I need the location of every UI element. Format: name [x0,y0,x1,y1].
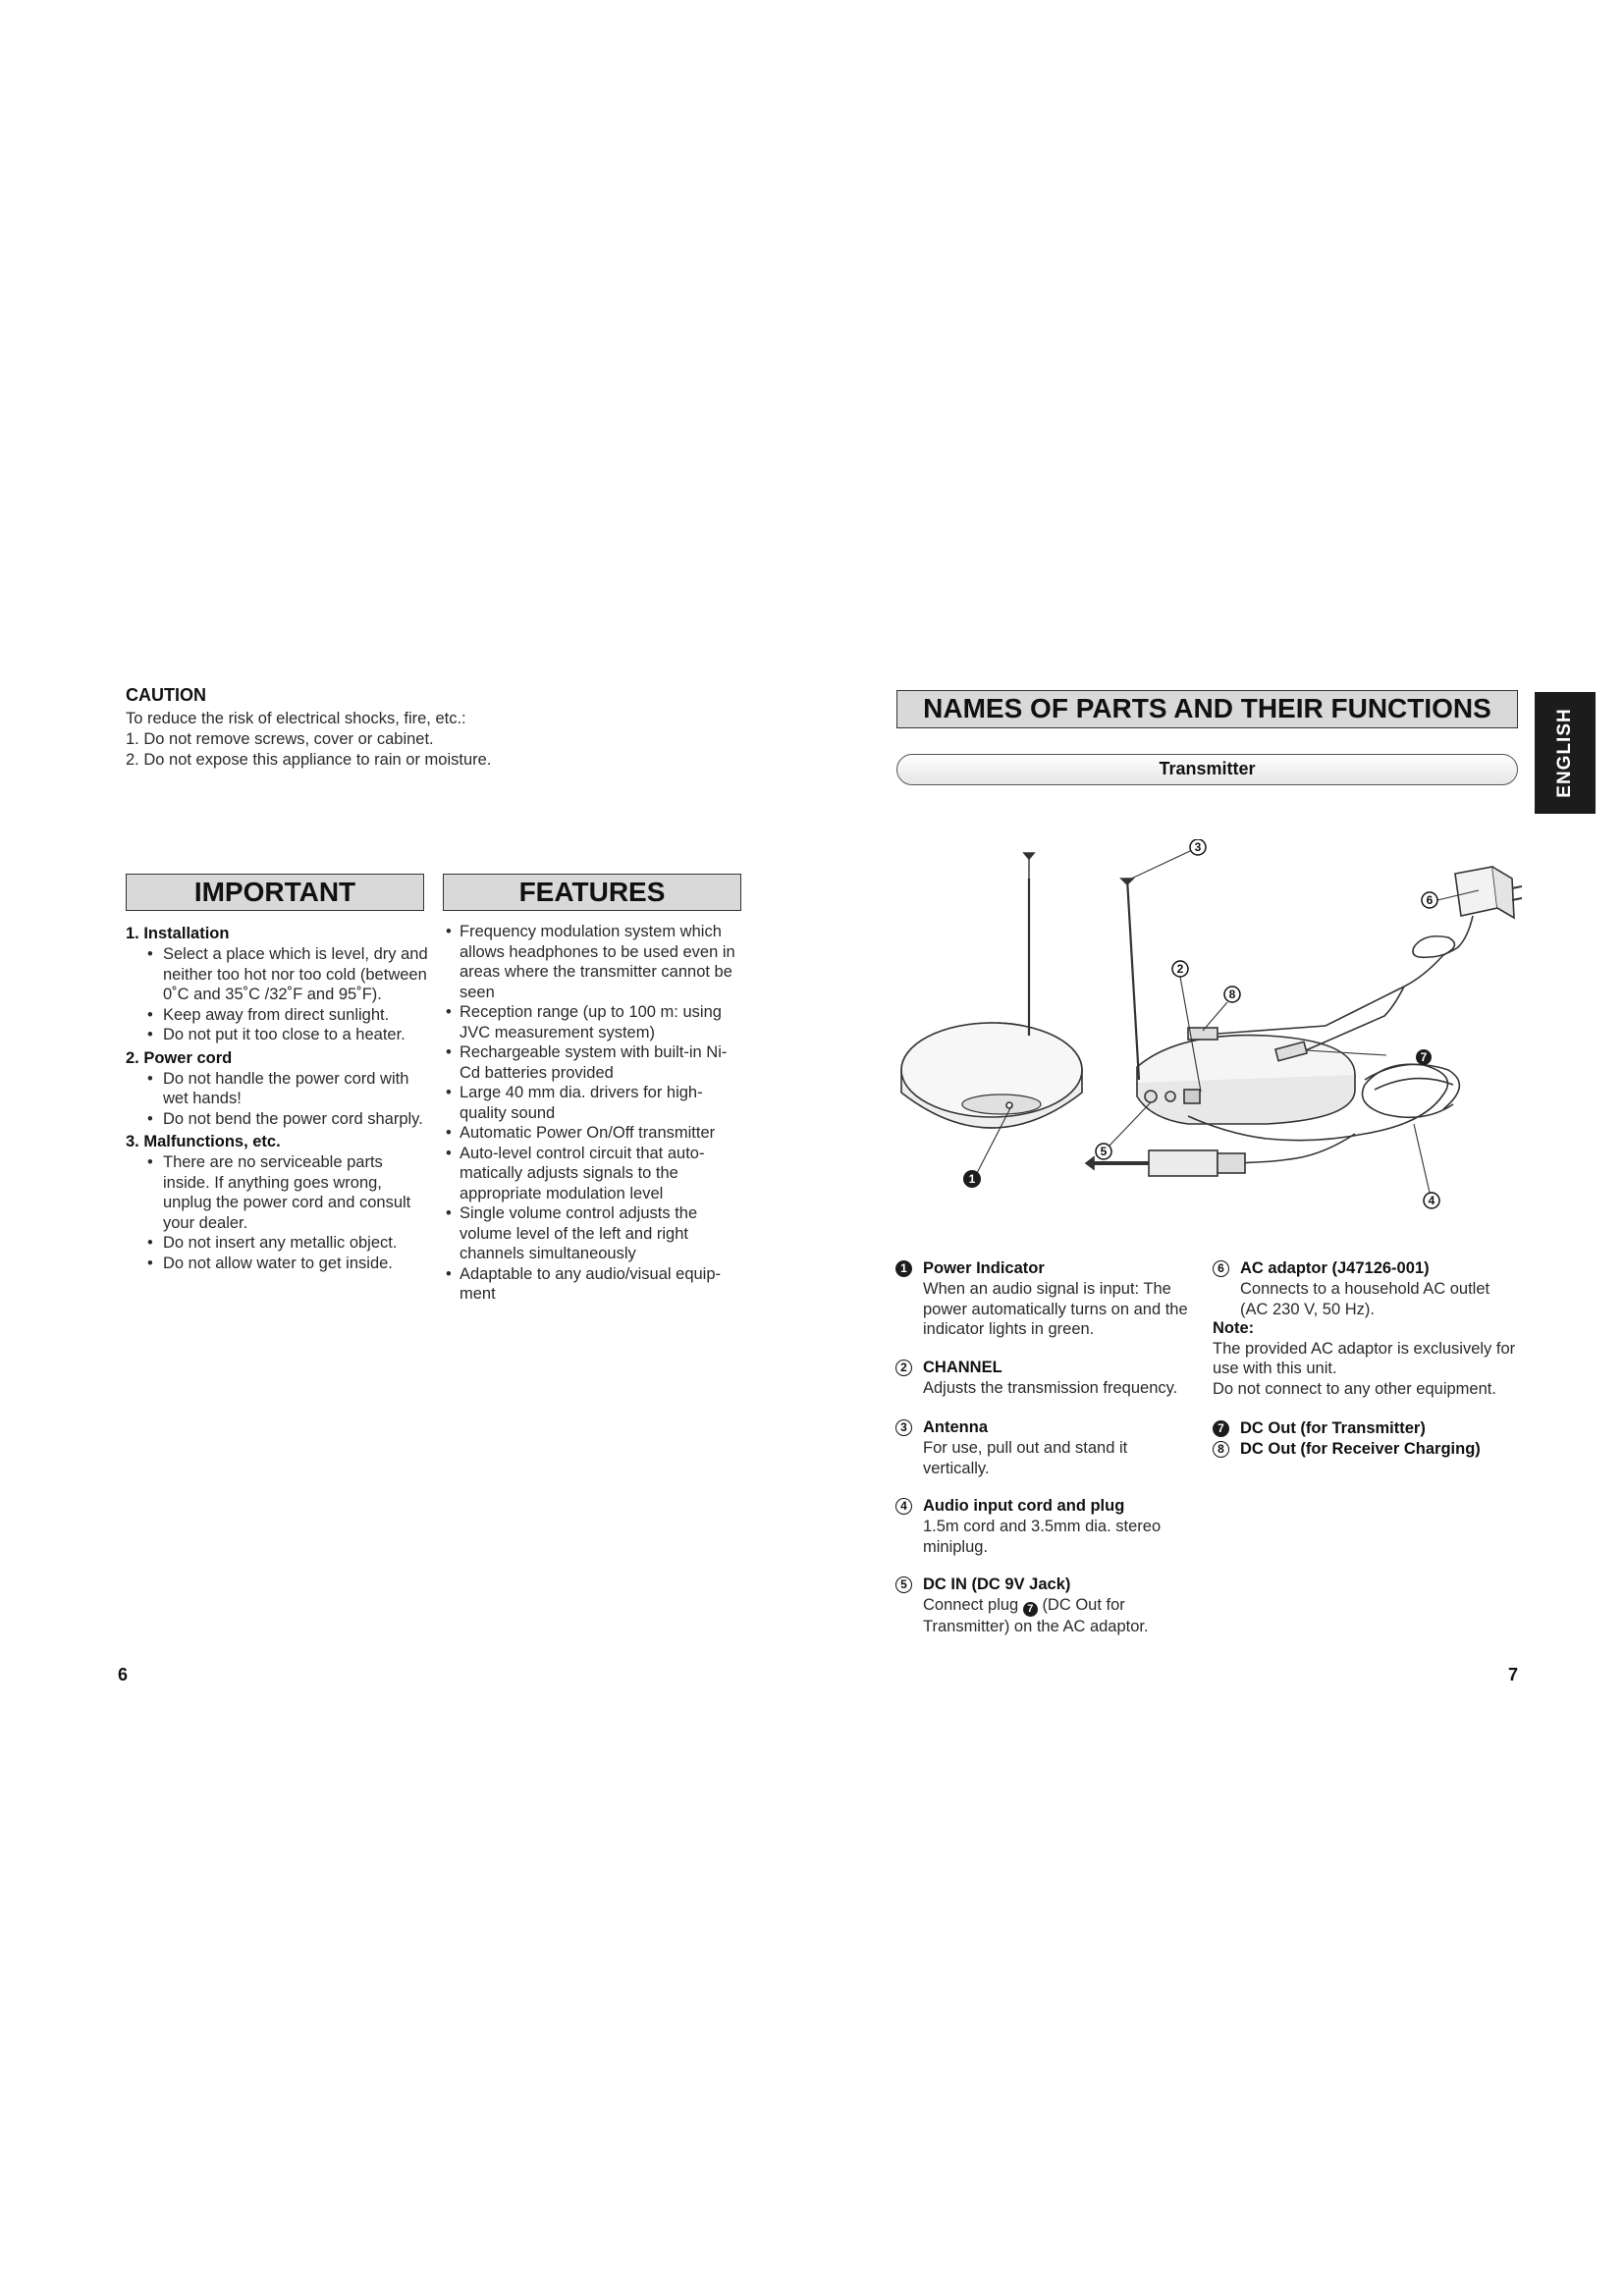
features-list [444,922,743,1305]
list-item: • Keep away from direct sunlight. [126,1005,430,1026]
receiver-disc-illustration [901,853,1082,1128]
list-item: • Do not put it too close to a heater. [126,1025,430,1045]
important-title: IMPORTANT [126,874,424,911]
part-description-text: Connect plug [923,1596,1019,1614]
important-section [126,1132,430,1273]
list-item: • Auto-level control circuit that auto-matically adjusts signals to the appropriate modulation level [444,1144,743,1204]
part-title: AC adaptor (J47126-001) [1240,1259,1430,1277]
caution-block [126,685,597,771]
list-item: • Adaptable to any audio/visual equip-ment [444,1264,743,1305]
page-number-left: 6 [118,1665,129,1684]
list-item: • Do not allow water to get inside. [126,1254,430,1274]
part-antenna [895,1417,1190,1478]
caution-line: To reduce the risk of electrical shocks, fire, etc.: [126,710,466,727]
part-channel [895,1358,1190,1399]
part-title: Antenna [923,1418,988,1436]
list-item: • Do not handle the power cord with wet hands! [126,1069,430,1109]
adaptor-note [1213,1318,1522,1399]
callout-4 [1424,1193,1439,1208]
svg-text:7: 7 [1420,1050,1428,1064]
list-item: • Large 40 mm dia. drivers for high-quality sound [444,1083,743,1123]
callout-8 [1224,987,1240,1002]
part-dc-out-transmitter [1213,1418,1522,1439]
callout-2 [1172,961,1188,977]
part-title: DC Out (for Transmitter) [1240,1419,1426,1437]
page-number-right: 7 [1508,1665,1519,1684]
part-number: 7 [1213,1420,1229,1437]
list-item: • Reception range (up to 100 m: using JVC measurement system) [444,1002,743,1042]
part-description: Connects to a household AC outlet (AC 230 V, 50 Hz). [1240,1280,1490,1318]
part-description: For use, pull out and stand it vertically. [923,1439,1128,1477]
note-line: The provided AC adaptor is exclusively for use with this unit. [1213,1339,1516,1377]
section-heading: 3. Malfunctions, etc. [126,1133,281,1150]
caution-line: 1. Do not remove screws, cover or cabinet. [126,730,434,748]
part-title: DC Out (for Receiver Charging) [1240,1440,1481,1458]
part-description [895,1595,1190,1637]
svg-text:8: 8 [1228,988,1236,1001]
ac-adaptor-illustration [1188,867,1522,1061]
section-heading: 1. Installation [126,925,230,942]
part-number: 8 [1213,1441,1229,1458]
svg-text:4: 4 [1428,1194,1435,1207]
part-dc-in [895,1575,1190,1637]
part-number: 5 [895,1576,912,1593]
list-item: • Single volume control adjusts the volume level of the left and right channels simultaneously [444,1203,743,1264]
part-title: Audio input cord and plug [923,1497,1125,1515]
part-ac-adaptor [1213,1258,1522,1319]
svg-text:5: 5 [1100,1145,1108,1158]
callout-7 [1416,1049,1432,1065]
names-of-parts-title: NAMES OF PARTS AND THEIR FUNCTIONS [896,690,1518,728]
leader-lines [977,851,1479,1193]
part-power-indicator [895,1258,1190,1340]
features-title: FEATURES [443,874,741,911]
caution-line: 2. Do not expose this appliance to rain or moisture. [126,751,492,769]
callout-3 [1190,839,1206,855]
list-item: • Automatic Power On/Off transmitter [444,1123,743,1144]
svg-text:1: 1 [968,1172,976,1186]
note-title: Note: [1213,1319,1255,1337]
transmitter-unit-illustration [1121,879,1355,1124]
callout-6 [1422,892,1437,908]
transmitter-diagram [893,839,1522,1247]
list-item: • Select a place which is level, dry and neither too hot nor too cold (between 0˚C and 35˚C /32˚F and 95˚F). [126,944,430,1005]
note-line: Do not connect to any other equipment. [1213,1379,1496,1398]
part-dc-out-receiver [1213,1439,1522,1460]
svg-text:2: 2 [1176,962,1184,976]
list-item: • Do not bend the power cord sharply. [126,1109,430,1130]
part-reference-number: 7 [1023,1602,1038,1617]
language-tab [1535,692,1596,814]
list-item: • There are no serviceable parts inside. If anything goes wrong, unplug the power cord and consult your dealer. [126,1152,430,1233]
transmitter-subtitle: Transmitter [896,754,1518,785]
part-title: Power Indicator [923,1259,1045,1277]
part-description-text: (DC Out for Transmitter) on the AC adaptor. [923,1596,1149,1635]
important-section [126,924,430,1045]
part-number: 6 [1213,1260,1229,1277]
part-number: 2 [895,1360,912,1376]
part-title: DC IN (DC 9V Jack) [923,1575,1071,1593]
part-title: CHANNEL [923,1359,1002,1376]
part-number: 3 [895,1419,912,1436]
list-item: • Do not insert any metallic object. [126,1233,430,1254]
part-description: Adjusts the transmission frequency. [923,1379,1178,1397]
part-audio-input-cord [895,1496,1190,1557]
important-section [126,1048,430,1130]
svg-text:6: 6 [1426,893,1434,907]
callout-1 [963,1170,981,1188]
callout-5 [1096,1144,1111,1159]
list-item: • Frequency modulation system which allows headphones to be used even in areas where the transmitter cannot be seen [444,922,743,1002]
svg-text:3: 3 [1194,840,1202,854]
part-number: 1 [895,1260,912,1277]
part-description: When an audio signal is input: The power automatically turns on and the indicator lights in green. [923,1280,1188,1338]
part-number: 4 [895,1498,912,1515]
important-list [126,922,430,1276]
list-item: • Rechargeable system with built-in Ni-Cd batteries provided [444,1042,743,1083]
section-heading: 2. Power cord [126,1048,233,1067]
language-tab-label: ENGLISH [1554,708,1575,798]
caution-title: CAUTION [126,685,206,705]
part-description: 1.5m cord and 3.5mm dia. stereo miniplug. [923,1518,1162,1556]
